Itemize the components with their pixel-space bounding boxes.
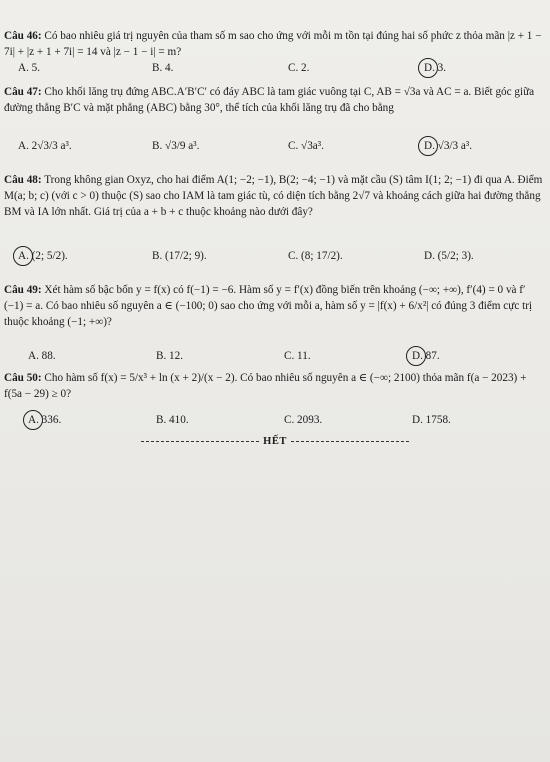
option-a: A. 88. <box>28 350 56 362</box>
question-49 <box>4 282 544 330</box>
option-d: D. 3. <box>424 62 447 74</box>
question-label: Câu 49: <box>4 284 42 296</box>
question-text: Cho hàm số f(x) = 5/x³ + ln (x + 2)/(x − 2). Có bao nhiêu số nguyên a ∈ (−∞; 2100) thỏa mãn f(a − 2023) + f(5a − 29) ≥ 0? <box>4 372 527 400</box>
option-c: C. 11. <box>284 350 311 362</box>
end-marker <box>0 436 550 447</box>
option-b: B. 12. <box>156 350 184 362</box>
question-text: Trong không gian Oxyz, cho hai điểm A(1; −2; −1), B(2; −4; −1) và mặt cầu (S) tâm I(1; 2; −1) đi qua A. Điểm M(a; b; c) (với c > 0) thuộc (S) sao cho IAM là tam giác tù, có diện tích bằng 2√7 và khoảng cách giữa hai đường thẳng BM và IA lớn nhất. Giá trị của a + b + c thuộc khoảng nào dưới đây? <box>4 174 543 218</box>
option-d: D. (5/2; 3). <box>424 250 474 262</box>
option-c: C. 2093. <box>284 414 323 426</box>
question-46 <box>4 28 544 60</box>
question-label: Câu 47: <box>4 86 42 98</box>
option-b: B. 410. <box>156 414 189 426</box>
option-b: B. 4. <box>152 62 174 74</box>
question-text: Có bao nhiêu giá trị nguyên của tham số m sao cho ứng với mỗi m tồn tại đúng hai số phức z thỏa mãn |z + 1 − 7i| + |z + 1 + 7i| = 14 và |z − 1 − i| = m? <box>4 30 542 58</box>
divider <box>141 441 259 442</box>
option-d: D. √3/3 a³. <box>424 140 473 152</box>
options-50 <box>0 414 550 438</box>
divider <box>291 441 409 442</box>
option-c: C. √3a³. <box>288 140 324 152</box>
options-48 <box>0 250 550 274</box>
question-label: Câu 46: <box>4 30 42 42</box>
option-a: A. 5. <box>18 62 41 74</box>
end-text: HẾT <box>263 436 287 447</box>
option-a: A. 336. <box>28 414 62 426</box>
options-46 <box>0 62 550 86</box>
question-text: Cho khối lăng trụ đứng ABC.A′B′C′ có đáy ABC là tam giác vuông tại C, AB = √3a và AC = a. Biết góc giữa đường thẳng B′C và mặt phẳng (ABC) bằng 30°, thể tích của khối lăng trụ đã cho bằng <box>4 86 535 114</box>
question-text: Xét hàm số bậc bốn y = f(x) có f(−1) = −6. Hàm số y = f′(x) đồng biến trên khoảng (−∞; +∞), f′(4) = 0 và f′(−1) = a. Có bao nhiêu số nguyên a ∈ (−100; 0) sao cho ứng với mỗi a, hàm số y = |f(x) + 6/x²| có đúng 3 điểm cực trị thuộc khoảng (−1; +∞)? <box>4 284 533 328</box>
option-d: D. 87. <box>412 350 440 362</box>
option-d: D. 1758. <box>412 414 451 426</box>
question-label: Câu 48: <box>4 174 42 186</box>
option-c: C. 2. <box>288 62 310 74</box>
option-a: A. 2√3/3 a³. <box>18 140 72 152</box>
question-50 <box>4 370 544 402</box>
option-c: C. (8; 17/2). <box>288 250 343 262</box>
option-b: B. (17/2; 9). <box>152 250 207 262</box>
option-b: B. √3/9 a³. <box>152 140 200 152</box>
question-label: Câu 50: <box>4 372 42 384</box>
question-47 <box>4 84 544 116</box>
options-47 <box>0 140 550 164</box>
option-a: A. (2; 5/2). <box>18 250 68 262</box>
question-48 <box>4 172 544 220</box>
